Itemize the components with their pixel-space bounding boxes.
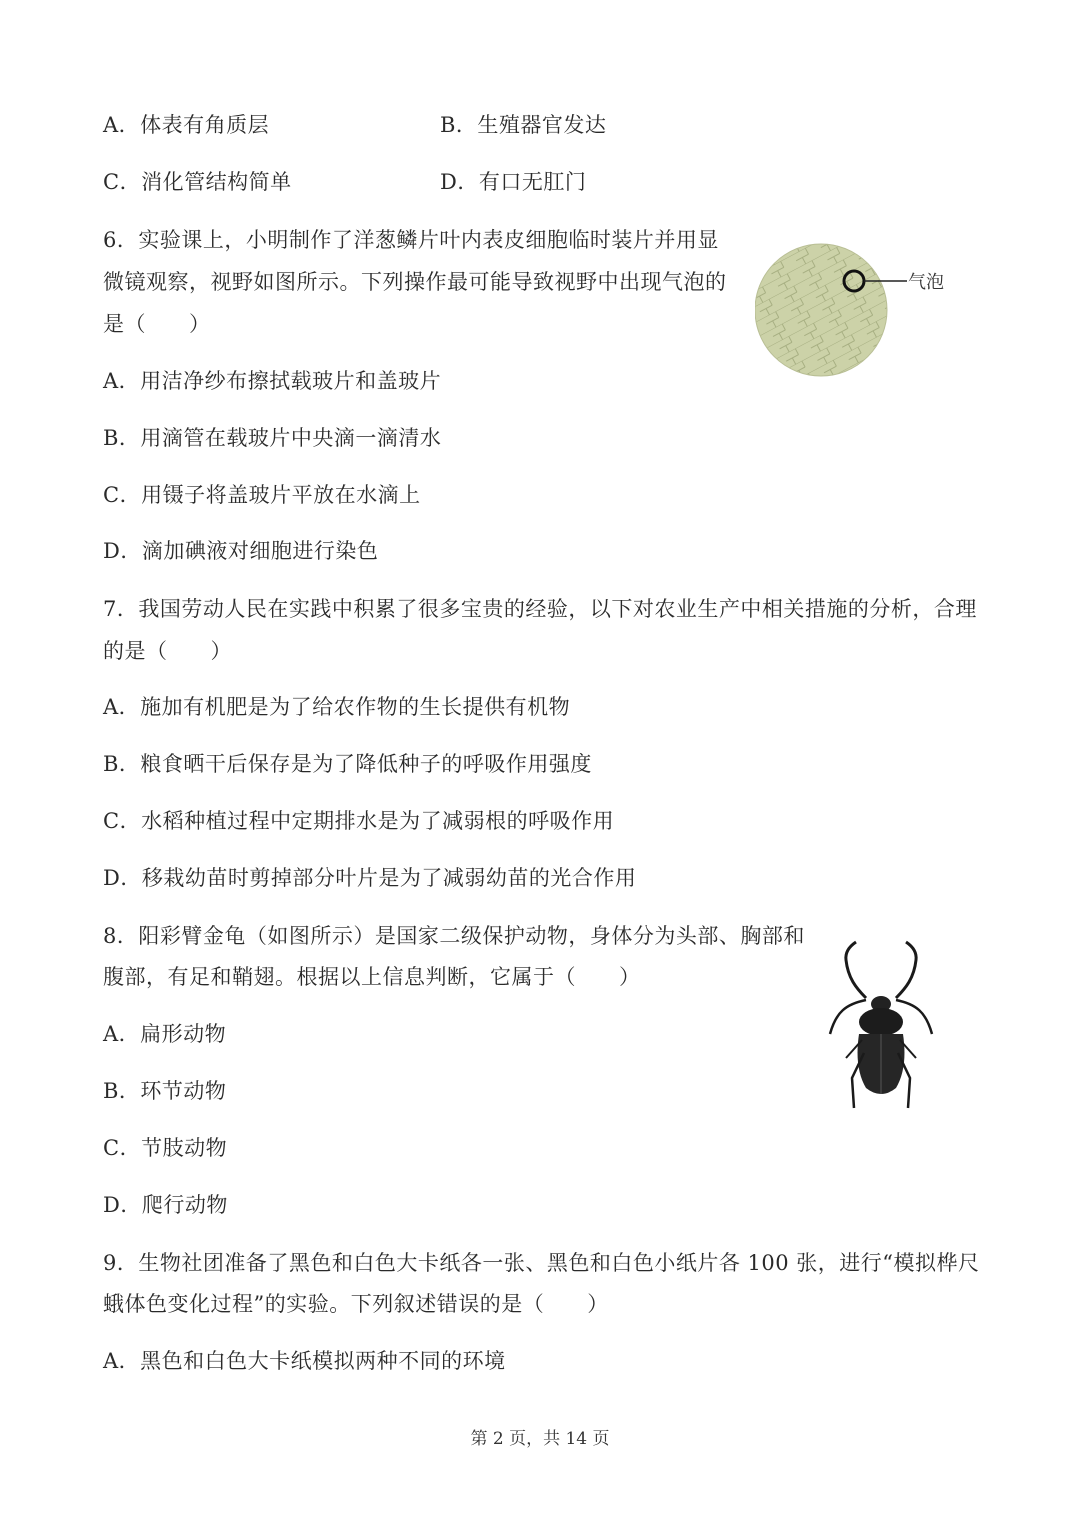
q8-option-a: A．扁形动物: [103, 1022, 227, 1046]
q9-stem-line-1: 9．生物社团准备了黑色和白色大卡纸各一张、黑色和白色小纸片各 100 张，进行“模拟桦尺: [103, 1251, 980, 1275]
q6-stem-line-1: 6．实验课上，小明制作了洋葱鳞片叶内表皮细胞临时装片并用显: [103, 228, 719, 252]
bubble-label: 气泡: [908, 272, 944, 293]
q8-option-b: B．环节动物: [103, 1079, 227, 1103]
microscope-view-figure: [755, 243, 955, 377]
q7-option-b: B．粮食晒干后保存是为了降低种子的呼吸作用强度: [103, 752, 592, 776]
q8-option-d: D．爬行动物: [103, 1193, 228, 1217]
q7-stem-line-2: 的是（ ）: [103, 639, 232, 663]
q6-option-b: B．用滴管在载玻片中央滴一滴清水: [103, 426, 442, 450]
q8-option-c: C．节肢动物: [103, 1136, 228, 1160]
q7-option-d: D．移栽幼苗时剪掉部分叶片是为了减弱幼苗的光合作用: [103, 866, 637, 890]
q6-stem-line-3: 是（ ）: [103, 312, 211, 336]
q7-stem-line-1: 7．我国劳动人民在实践中积累了很多宝贵的经验，以下对农业生产中相关措施的分析，合理: [103, 597, 977, 621]
q5-option-a: A．体表有角质层: [103, 113, 270, 137]
q6-option-a: A．用洁净纱布擦拭载玻片和盖玻片: [103, 369, 442, 393]
q9-option-a: A．黑色和白色大卡纸模拟两种不同的环境: [103, 1349, 506, 1373]
q5-option-c: C．消化管结构简单: [103, 170, 292, 194]
beetle-figure: [826, 938, 936, 1122]
q6-option-c: C．用镊子将盖玻片平放在水滴上: [103, 483, 421, 507]
q5-option-d: D．有口无肛门: [440, 170, 587, 194]
q8-stem-line-2: 腹部，有足和鞘翅。根据以上信息判断，它属于（ ）: [103, 965, 641, 989]
q6-option-d: D．滴加碘液对细胞进行染色: [103, 539, 379, 563]
q5-option-b: B．生殖器官发达: [440, 113, 607, 137]
q7-option-c: C．水稻种植过程中定期排水是为了减弱根的呼吸作用: [103, 809, 615, 833]
q8-stem-line-1: 8．阳彩臂金龟（如图所示）是国家二级保护动物，身体分为头部、胸部和: [103, 924, 805, 948]
q6-stem-line-2: 微镜观察，视野如图所示。下列操作最可能导致视野中出现气泡的: [103, 270, 727, 294]
page-number-footer: 第 2 页，共 14 页: [470, 1429, 610, 1449]
q7-option-a: A．施加有机肥是为了给农作物的生长提供有机物: [103, 695, 571, 719]
q9-stem-line-2: 蛾体色变化过程”的实验。下列叙述错误的是（ ）: [103, 1292, 609, 1316]
